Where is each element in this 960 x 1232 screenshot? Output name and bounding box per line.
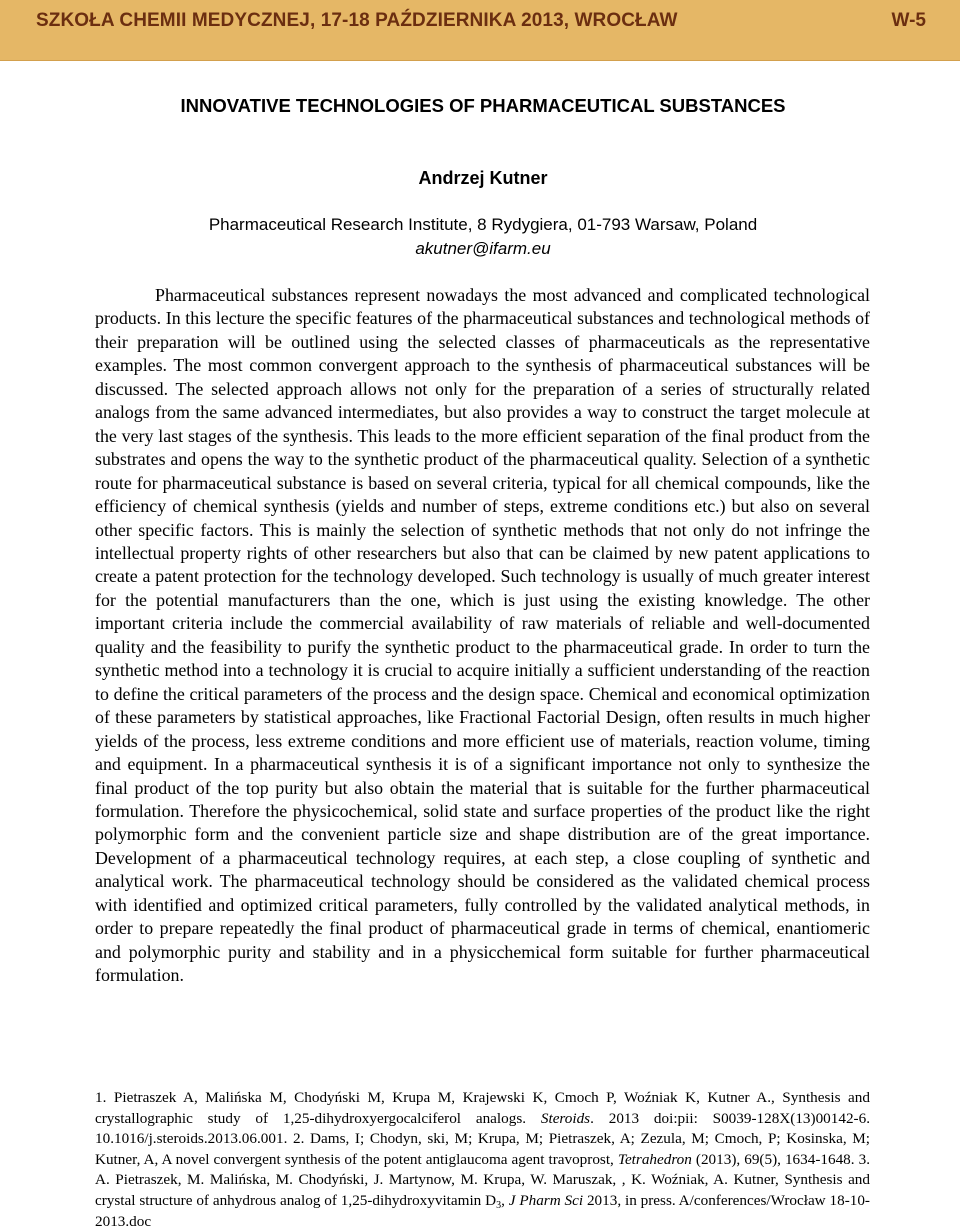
header-bar xyxy=(0,0,960,61)
author-affiliation: Pharmaceutical Research Institute, 8 Rydygiera, 01-793 Warsaw, Poland xyxy=(208,215,758,234)
references xyxy=(95,1088,870,1232)
reference-1-text: 1. Pietraszek A, Malińska M, Chodyński M, Krupa M, Krajewski K, Cmoch P, Woźniak K, Kutner A., Synthesis and crystallographic study of 1,25-dihydroxyergocalciferol analogs. xyxy=(95,1089,870,1127)
paper-title: INNOVATIVE TECHNOLOGIES OF PHARMACEUTICAL SUBSTANCES xyxy=(180,95,786,116)
conference-name: SZKOŁA CHEMII MEDYCZNEJ, 17-18 PAŹDZIERNIKA 2013, WROCŁAW xyxy=(36,10,678,31)
reference-2-journal: Tetrahedron xyxy=(617,1150,692,1168)
reference-1-journal: Steroids xyxy=(540,1109,591,1127)
author-name: Andrzej Kutner xyxy=(418,168,548,188)
reference-3-text: (2013), 69(5), 1634-1648. 3. A. Pietraszek, M. Malińska, M. Chodyński, J. Martynow, M. Krupa, W. Maruszak, , K. Woźniak, A. Kutner, Synthesis and crystal structure of anhydrous analog of 1,25-dihydroxyvitamin D xyxy=(95,1150,870,1209)
abstract-body: Pharmaceutical substances represent nowadays the most advanced and complicated technological products. In this lecture the specific features of the pharmaceutical substances and technological methods of their preparation will be outlined using the selected classes of pharmaceuticals as the representative examples. The most common convergent approach to the synthesis of pharmaceutical substances will be discussed. The selected approach allows not only for the preparation of a series of structurally related analogs from the same advanced intermediates, but also provides a way to construct the target molecule at the very last stages of the synthesis. This leads to the more efficient separation of the final product from the substrates and opens the way to the synthetic product of the pharmaceutical quality. Selection of a synthetic route for pharmaceutical substance is based on several criteria, typical for all chemical compounds, like the efficiency of chemical synthesis (yields and number of steps, extreme conditions etc.) but also on several other specific factors. This is mainly the selection of synthetic methods that not only do not infringe the intellectual property rights of other researchers but also that can be claimed by new patent applications to create a patent protection for the technology developed. Such technology is usually of much greater interest for the potential manufacturers than the one, which is just using the existing knowledge. The other important criteria include the commercial availability of raw materials of reliable and well-documented quality and the feasibility to purify the synthetic product to the pharmaceutical grade. In order to turn the synthetic method into a technology it is crucial to acquire initially a sufficient understanding of the reaction to define the critical parameters of the process and the design space. Chemical and economical optimization of these parameters by statistical approaches, like Fractional Factorial Design, often results in much higher yields of the process, less extreme conditions and more efficient use of materials, reaction volume, timing and equipment. In a pharmaceutical synthesis it is of a significant importance not only to synthesize the final product of the top purity but also obtain the material that is suitable for the further pharmaceutical formulation. Therefore the physicochemical, solid state and surface properties of the product like the right polymorphic form and the convenient particle size and shape distribution are of the great importance. Development of a pharmaceutical technology requires, at each step, a close coupling of synthetic and analytical work. The pharmaceutical technology should be considered as the validated chemical process with identified and optimized critical parameters, fully controlled by the validated analytical methods, in order to prepare repeatedly the final product of pharmaceutical grade in terms of chemical, enantiomeric and polymorphic purity and stability and in a physicchemical form suitable for further pharmaceutical formulation. xyxy=(95,285,870,986)
reference-3-separator: , xyxy=(501,1191,509,1209)
abstract-code: W-5 xyxy=(891,10,926,31)
reference-3-journal: J Pharm Sci xyxy=(508,1191,584,1209)
reference-3-tail: 2013, in press. A/conferences/Wrocław 18-10-2013.doc xyxy=(95,1191,870,1230)
reference-3-subscript: 3 xyxy=(496,1199,502,1211)
reference-2-text: . 2013 doi:pii: S0039-128X(13)00142-6. 10.1016/j.steroids.2013.06.001. 2. Dams, I; Chodyn, ski, M; Krupa, M; Pietraszek, A; Zezula, M; Cmoch, P; Kosinska, M; Kutner, A, A novel convergent synthesis of the potent antiglaucoma agent travoprost, xyxy=(95,1109,870,1168)
author-email: akutner@ifarm.eu xyxy=(415,239,551,258)
